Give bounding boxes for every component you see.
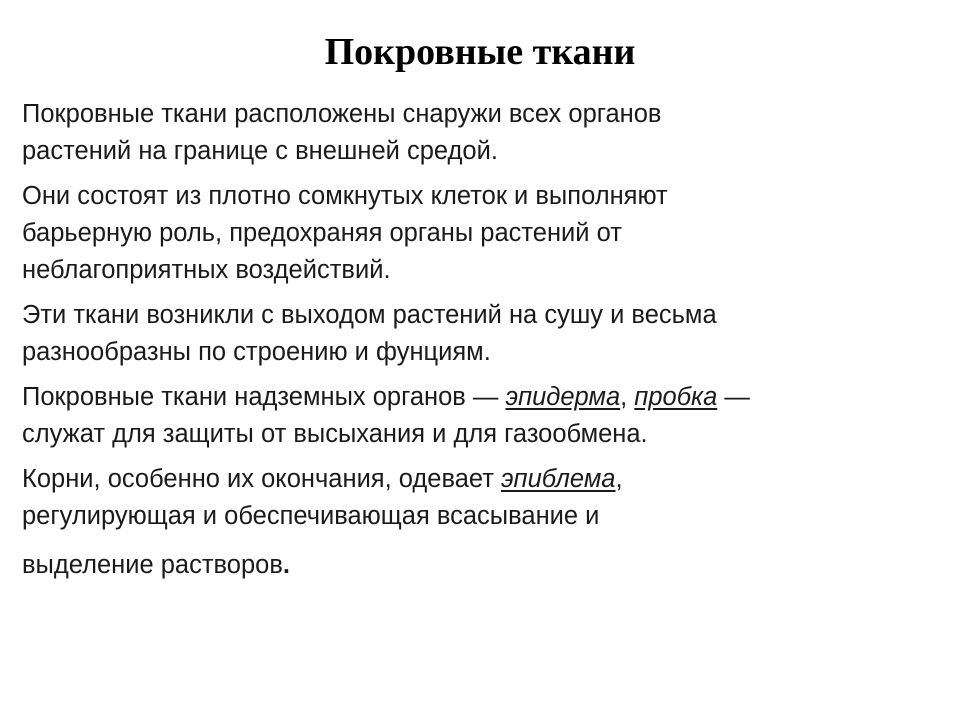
text-fragment: , — [620, 383, 635, 411]
paragraph-structure — [22, 178, 942, 289]
paragraph-line: Эти ткани возникли с выходом растений на сушу и весьма — [22, 301, 717, 329]
term-link-epidermis[interactable]: эпидерма — [505, 383, 621, 411]
paragraph-line: неблагоприятных воздействий. — [22, 256, 391, 284]
text-fragment: , — [615, 465, 623, 493]
paragraph-line: служат для защиты от высыхания и для газообмена. — [22, 420, 648, 448]
text-fragment: Корни, особенно их окончания, одевает — [22, 465, 502, 493]
paragraph-line — [22, 461, 942, 498]
paragraph-line — [22, 379, 942, 416]
term-link-epiblema[interactable]: эпиблема — [501, 465, 616, 493]
text-fragment: Покровные ткани надземных органов — — [22, 383, 506, 411]
paragraph-line: Покровные ткани расположены снаружи всех органов — [22, 100, 662, 128]
term-link-cork[interactable]: пробка — [634, 383, 718, 411]
paragraph-line: барьерную роль, предохраняя органы растений от — [22, 219, 622, 247]
slide-title: Покровные ткани — [324, 31, 636, 73]
paragraph-roots — [22, 461, 942, 584]
paragraph-line: растений на границе с внешней средой. — [22, 137, 498, 165]
paragraph-origin — [22, 297, 942, 371]
paragraph-location — [22, 96, 942, 170]
slide-body — [22, 96, 942, 592]
paragraph-aboveground — [22, 379, 942, 453]
text-fragment: — — [717, 383, 750, 411]
paragraph-line — [22, 547, 942, 584]
text-fragment: выделение растворов — [22, 551, 283, 579]
paragraph-line: Они состоят из плотно сомкнутых клеток и выполняют — [22, 182, 668, 210]
paragraph-line: регулирующая и обеспечивающая всасывание и — [22, 502, 600, 530]
final-period: . — [282, 551, 290, 579]
paragraph-line: разнообразны по строению и фунциям. — [22, 338, 491, 366]
